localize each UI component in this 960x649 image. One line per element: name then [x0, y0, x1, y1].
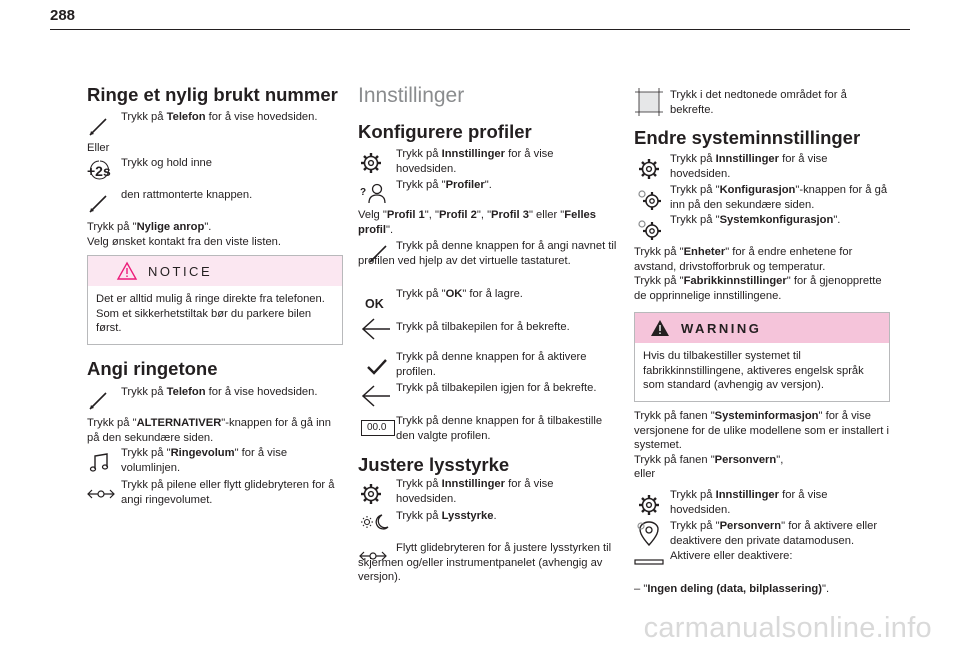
profile-icon	[358, 180, 388, 206]
checkmark-icon	[364, 354, 390, 380]
slider-arrows-icon	[86, 481, 116, 507]
hold-2s-icon	[86, 157, 116, 183]
back-arrow-icon	[360, 315, 392, 341]
heading-system-settings: Endre systeminnstillinger	[634, 127, 861, 148]
step-adjust-volume: Trykk på pilene eller flytt glidebryteren for å angi ringevolumet.	[121, 479, 335, 506]
text-eller: Eller	[87, 142, 110, 154]
pen-icon	[86, 190, 112, 216]
ok-label: OK	[365, 297, 384, 311]
step-toggle: Aktivere eller deaktivere:	[670, 550, 793, 562]
system-config-icon	[634, 216, 664, 242]
warning-text: Hvis du tilbakestiller systemet til fabrikkinnstillingene, aktiveres engelsk språk som standard (avhengig av versjon).	[643, 350, 864, 391]
step-redial-telefon: Trykk på Telefon for å vise hovedsiden.	[121, 111, 318, 123]
paragraph-select-profile: Velg "Profil 1", "Profil 2", "Profil 3" eller "Felles profil".	[358, 209, 596, 236]
step-activate-profile: Trykk på denne knappen for å aktivere profilen.	[396, 351, 587, 378]
gear-icon	[636, 492, 662, 518]
svg-text:?: ?	[360, 187, 367, 198]
grey-area-icon	[634, 87, 664, 117]
step-personvern: Trykk på "Personvern" for å aktivere eller deaktivere den private datamodusen.	[670, 520, 878, 547]
music-note-icon	[86, 450, 112, 476]
step-ringvolume: Trykk på "Ringevolum" for å vise volumlinjen.	[121, 447, 288, 474]
step-profile-name: Trykk på denne knappen for å angi navnet til profilen ved hjelp av det virtuelle tastaturet.	[358, 240, 617, 267]
pen-icon	[86, 387, 112, 413]
step-systemkonfigurasjon: Trykk på "Systemkonfigurasjon".	[670, 214, 841, 226]
back-arrow-icon	[360, 382, 392, 408]
warning-triangle-icon	[649, 318, 671, 338]
gear-icon	[358, 481, 384, 507]
heading-brightness: Justere lysstyrke	[358, 454, 510, 475]
privacy-icon	[635, 521, 663, 547]
warning-title: WARNING	[681, 321, 762, 336]
step-privacy-settings: Trykk på Innstillinger for å vise hovedsiden.	[670, 489, 828, 516]
step-profiles-settings: Trykk på Innstillinger for å vise hovedsiden.	[396, 148, 554, 175]
step-press-hold: Trykk og hold inne	[121, 157, 212, 169]
paragraph-recent-calls: Trykk på "Nylige anrop". Velg ønsket kontakt fra den viste listen.	[87, 221, 282, 248]
reset-label: 00.0	[367, 422, 387, 433]
gear-icon	[358, 150, 384, 176]
notice-title: NOTICE	[148, 264, 213, 279]
paragraph-units: Trykk på "Enheter" for å endre enhetene for avstand, drivstofforbruk og temperatur. Trykk på "Fabrikkinnstillinger" for å gjenopprette de opprinnelige innstillingene.	[634, 246, 882, 302]
header-rule	[50, 29, 910, 30]
watermark: carmanualsonline.info	[643, 612, 932, 644]
step-ringtone-telefon: Trykk på Telefon for å vise hovedsiden.	[121, 386, 318, 398]
step-reset-profile: Trykk på denne knappen for å tilbakestille den valgte profilen.	[396, 415, 603, 442]
step-profiler: Trykk på "Profiler".	[396, 179, 492, 191]
notice-box	[87, 255, 343, 345]
toggle-bar-icon	[634, 557, 664, 567]
pen-icon	[86, 113, 112, 139]
step-adjust-brightness: Flytt glidebryteren for å justere lysstyrken til skjermen og/eller instrumentpanelet (avhengig av versjon).	[358, 542, 612, 583]
paragraph-system-info: Trykk på fanen "Systeminformasjon" for å vise versjonene for de ulike modellene som er installert i systemet. Trykk på fanen "Personvern", eller	[634, 410, 889, 480]
gear-icon	[636, 156, 662, 182]
warning-box	[634, 312, 890, 402]
notice-text: Det er alltid mulig å ringe direkte fra telefonen. Som et sikkerhetstiltak bør du parkere bilen først.	[96, 293, 325, 334]
heading-ringtone: Angi ringetone	[87, 358, 218, 379]
step-konfigurasjon: Trykk på "Konfigurasjon"-knappen for å gå inn på den sekundære siden.	[670, 184, 888, 211]
step-lysstyrke: Trykk på Lysstyrke.	[396, 510, 497, 522]
list-item-no-sharing: – "Ingen deling (data, bilplassering)".	[634, 583, 830, 595]
config-gears-icon	[634, 186, 664, 212]
page-number: 288	[50, 7, 76, 24]
heading-profiles: Konfigurere profiler	[358, 121, 532, 142]
step-ok-save: Trykk på "OK" for å lagre.	[396, 288, 523, 300]
reset-icon	[361, 420, 395, 436]
paragraph-options: Trykk på "ALTERNATIVER"-knappen for å gå inn på den sekundære siden.	[87, 417, 332, 444]
step-system-settings: Trykk på Innstillinger for å vise hovedsiden.	[670, 153, 828, 180]
step-back-confirm: Trykk på tilbakepilen for å bekrefte.	[396, 321, 570, 333]
step-brightness-settings: Trykk på Innstillinger for å vise hovedsiden.	[396, 478, 554, 505]
sun-moon-icon	[358, 509, 390, 535]
warning-triangle-icon	[116, 261, 138, 281]
heading-redial: Ringe et nylig brukt nummer	[87, 84, 338, 105]
svg-text:+2s: +2s	[87, 163, 111, 179]
step-steering-button: den rattmonterte knappen.	[121, 189, 253, 201]
step-tap-grey-area: Trykk i det nedtonede området for å bekrefte.	[670, 89, 847, 116]
step-back-again: Trykk på tilbakepilen igjen for å bekrefte.	[396, 382, 597, 394]
heading-settings: Innstillinger	[358, 84, 465, 107]
